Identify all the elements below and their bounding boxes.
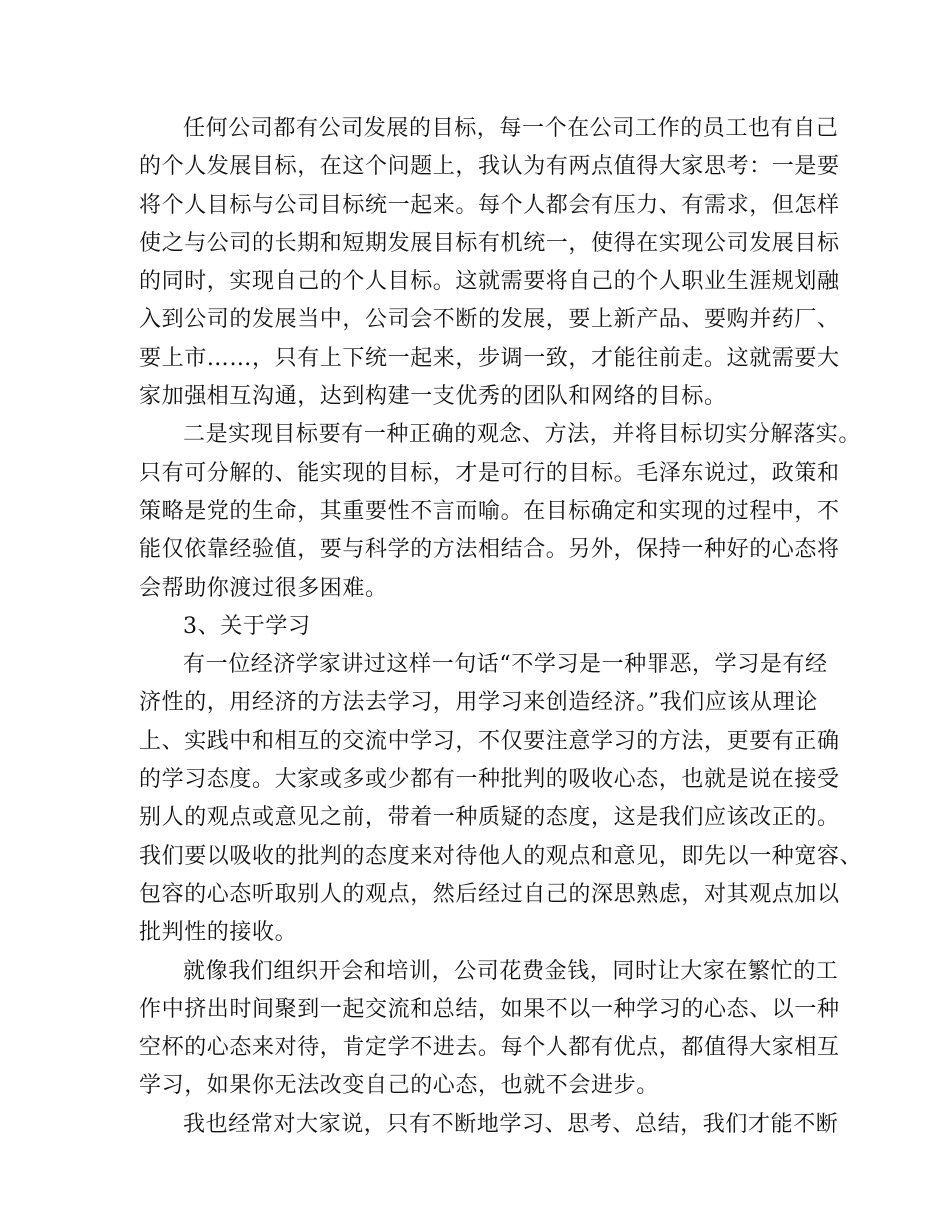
text-line: 二是实现目标要有一种正确的观念、方法，并将目标切实分解落实。 <box>183 422 862 448</box>
text-line: 学习，如果你无法改变自己的心态，也就不会进步。 <box>139 1073 659 1099</box>
text-line: 别人的观点或意见之前，带着一种质疑的态度，这是我们应该改正的。 <box>139 805 840 831</box>
text-line: 济性的，用经济的方法去学习，用学习来创造经济。”我们应该从理论 <box>139 690 818 716</box>
text-line: 策略是党的生命，其重要性不言而喻。在目标确定和实现的过程中，不 <box>139 498 840 524</box>
text-line: 有一位经济学家讲过这样一句话“不学习是一种罪恶，学习是有经 <box>183 652 828 678</box>
text-line: 使之与公司的长期和短期发展目标有机统一，使得在实现公司发展目标 <box>139 230 840 256</box>
text-line: 作中挤出时间聚到一起交流和总结，如果不以一种学习的心态、以一种 <box>139 996 840 1022</box>
text-line: 要上市……，只有上下统一起来，步调一致，才能往前走。这就需要大 <box>139 345 840 371</box>
text-line: 空杯的心态来对待，肯定学不进去。每个人都有优点，都值得大家相互 <box>139 1035 840 1061</box>
text-line: 入到公司的发展当中，公司会不断的发展，要上新产品、要购并药厂、 <box>139 307 840 333</box>
text-line: 能仅依靠经验值，要与科学的方法相结合。另外，保持一种好的心态将 <box>139 537 840 563</box>
text-line: 的个人发展目标，在这个问题上，我认为有两点值得大家思考：一是要 <box>139 154 840 180</box>
document-body <box>139 110 863 1144</box>
text-line: 就像我们组织开会和培训，公司花费金钱，同时让大家在繁忙的工 <box>183 958 839 984</box>
text-line: 将个人目标与公司目标统一起来。每个人都会有压力、有需求，但怎样 <box>139 192 840 218</box>
text-line: 会帮助你渡过很多困难。 <box>139 575 388 601</box>
text-line: 的同时，实现自己的个人目标。这就需要将自己的个人职业生涯规划融 <box>139 269 840 295</box>
text-line: 我也经常对大家说，只有不断地学习、思考、总结，我们才能不断 <box>183 1111 839 1137</box>
text-line: 我们要以吸收的批判的态度来对待他人的观点和意见，即先以一种宽容、 <box>139 843 863 869</box>
text-line: 的学习态度。大家或多或少都有一种批判的吸收心态，也就是说在接受 <box>139 767 840 793</box>
text-line: 任何公司都有公司发展的目标，每一个在公司工作的员工也有自己 <box>183 116 839 141</box>
section-heading: 3、关于学习 <box>183 613 311 639</box>
text-line: 批判性的接收。 <box>139 920 298 946</box>
text-line: 只有可分解的、能实现的目标，才是可行的目标。毛泽东说过，政策和 <box>139 460 840 486</box>
text-line: 家加强相互沟通，达到构建一支优秀的团队和网络的目标。 <box>139 384 727 410</box>
text-line: 包容的心态听取别人的观点，然后经过自己的深思熟虑，对其观点加以 <box>139 881 840 907</box>
text-line: 上、实践中和相互的交流中学习，不仅要注意学习的方法，更要有正确 <box>139 728 840 754</box>
